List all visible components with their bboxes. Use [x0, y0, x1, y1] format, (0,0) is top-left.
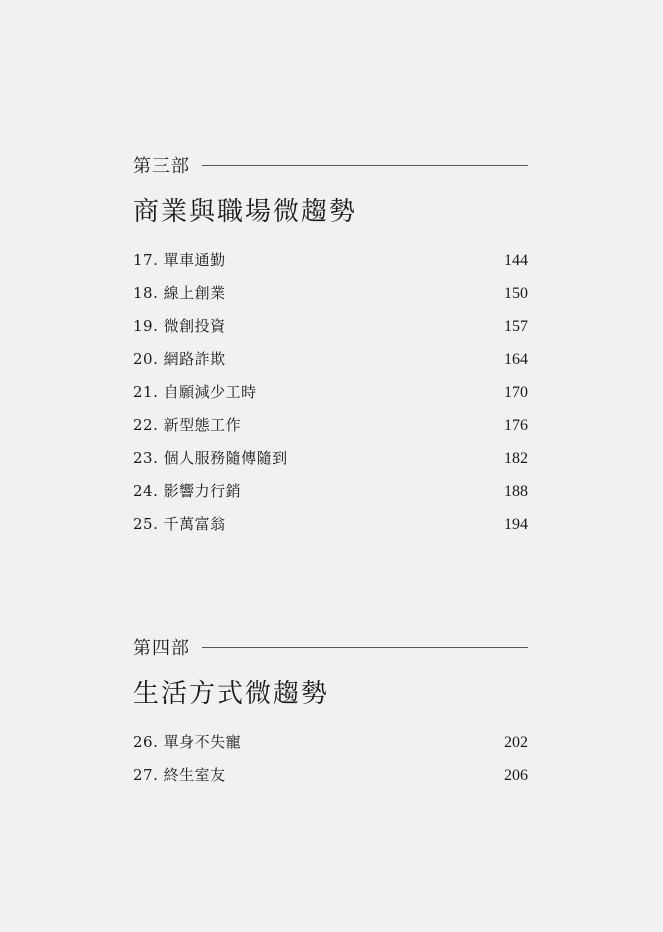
- entry-title: 20. 網路詐欺: [133, 350, 226, 368]
- part-header: [133, 632, 528, 662]
- toc-entry[interactable]: [133, 480, 528, 513]
- entry-page-number: 157: [504, 318, 528, 335]
- entry-page-number: 150: [504, 285, 528, 302]
- entry-page-number: 202: [504, 734, 528, 751]
- entry-page-number: 164: [504, 351, 528, 368]
- entry-page-number: 176: [504, 417, 528, 434]
- part-section: [133, 632, 528, 797]
- toc-list: [133, 249, 528, 546]
- part-header: [133, 150, 528, 180]
- toc-entry[interactable]: [133, 249, 528, 282]
- entry-title: 19. 微創投資: [133, 317, 226, 335]
- header-rule: [202, 165, 528, 166]
- toc-list: [133, 731, 528, 797]
- toc-entry[interactable]: [133, 513, 528, 546]
- entry-title: 21. 自願減少工時: [133, 383, 257, 401]
- entry-page-number: 194: [504, 516, 528, 533]
- entry-title: 27. 終生室友: [133, 766, 226, 784]
- entry-page-number: 144: [504, 252, 528, 269]
- entry-title: 26. 單身不失寵: [133, 733, 242, 751]
- toc-entry[interactable]: [133, 315, 528, 348]
- toc-entry[interactable]: [133, 348, 528, 381]
- part-label: 第三部: [133, 156, 190, 177]
- part-label: 第四部: [133, 638, 190, 659]
- part-title: 商業與職場微趨勢: [133, 197, 358, 227]
- entry-page-number: 170: [504, 384, 528, 401]
- toc-entry[interactable]: [133, 381, 528, 414]
- entry-page-number: 206: [504, 767, 528, 784]
- entry-title: 25. 千萬富翁: [133, 515, 226, 533]
- entry-title: 24. 影響力行銷: [133, 482, 242, 500]
- entry-page-number: 182: [504, 450, 528, 467]
- entry-title: 23. 個人服務隨傳隨到: [133, 449, 288, 467]
- toc-entry[interactable]: [133, 447, 528, 480]
- part-section: [133, 150, 528, 546]
- entry-title: 18. 線上創業: [133, 284, 226, 302]
- toc-entry[interactable]: [133, 282, 528, 315]
- toc-entry[interactable]: [133, 731, 528, 764]
- entry-page-number: 188: [504, 483, 528, 500]
- header-rule: [202, 647, 528, 648]
- part-title: 生活方式微趨勢: [133, 679, 330, 709]
- entry-title: 17. 單車通勤: [133, 251, 226, 269]
- toc-entry[interactable]: [133, 414, 528, 447]
- toc-entry[interactable]: [133, 764, 528, 797]
- entry-title: 22. 新型態工作: [133, 416, 242, 434]
